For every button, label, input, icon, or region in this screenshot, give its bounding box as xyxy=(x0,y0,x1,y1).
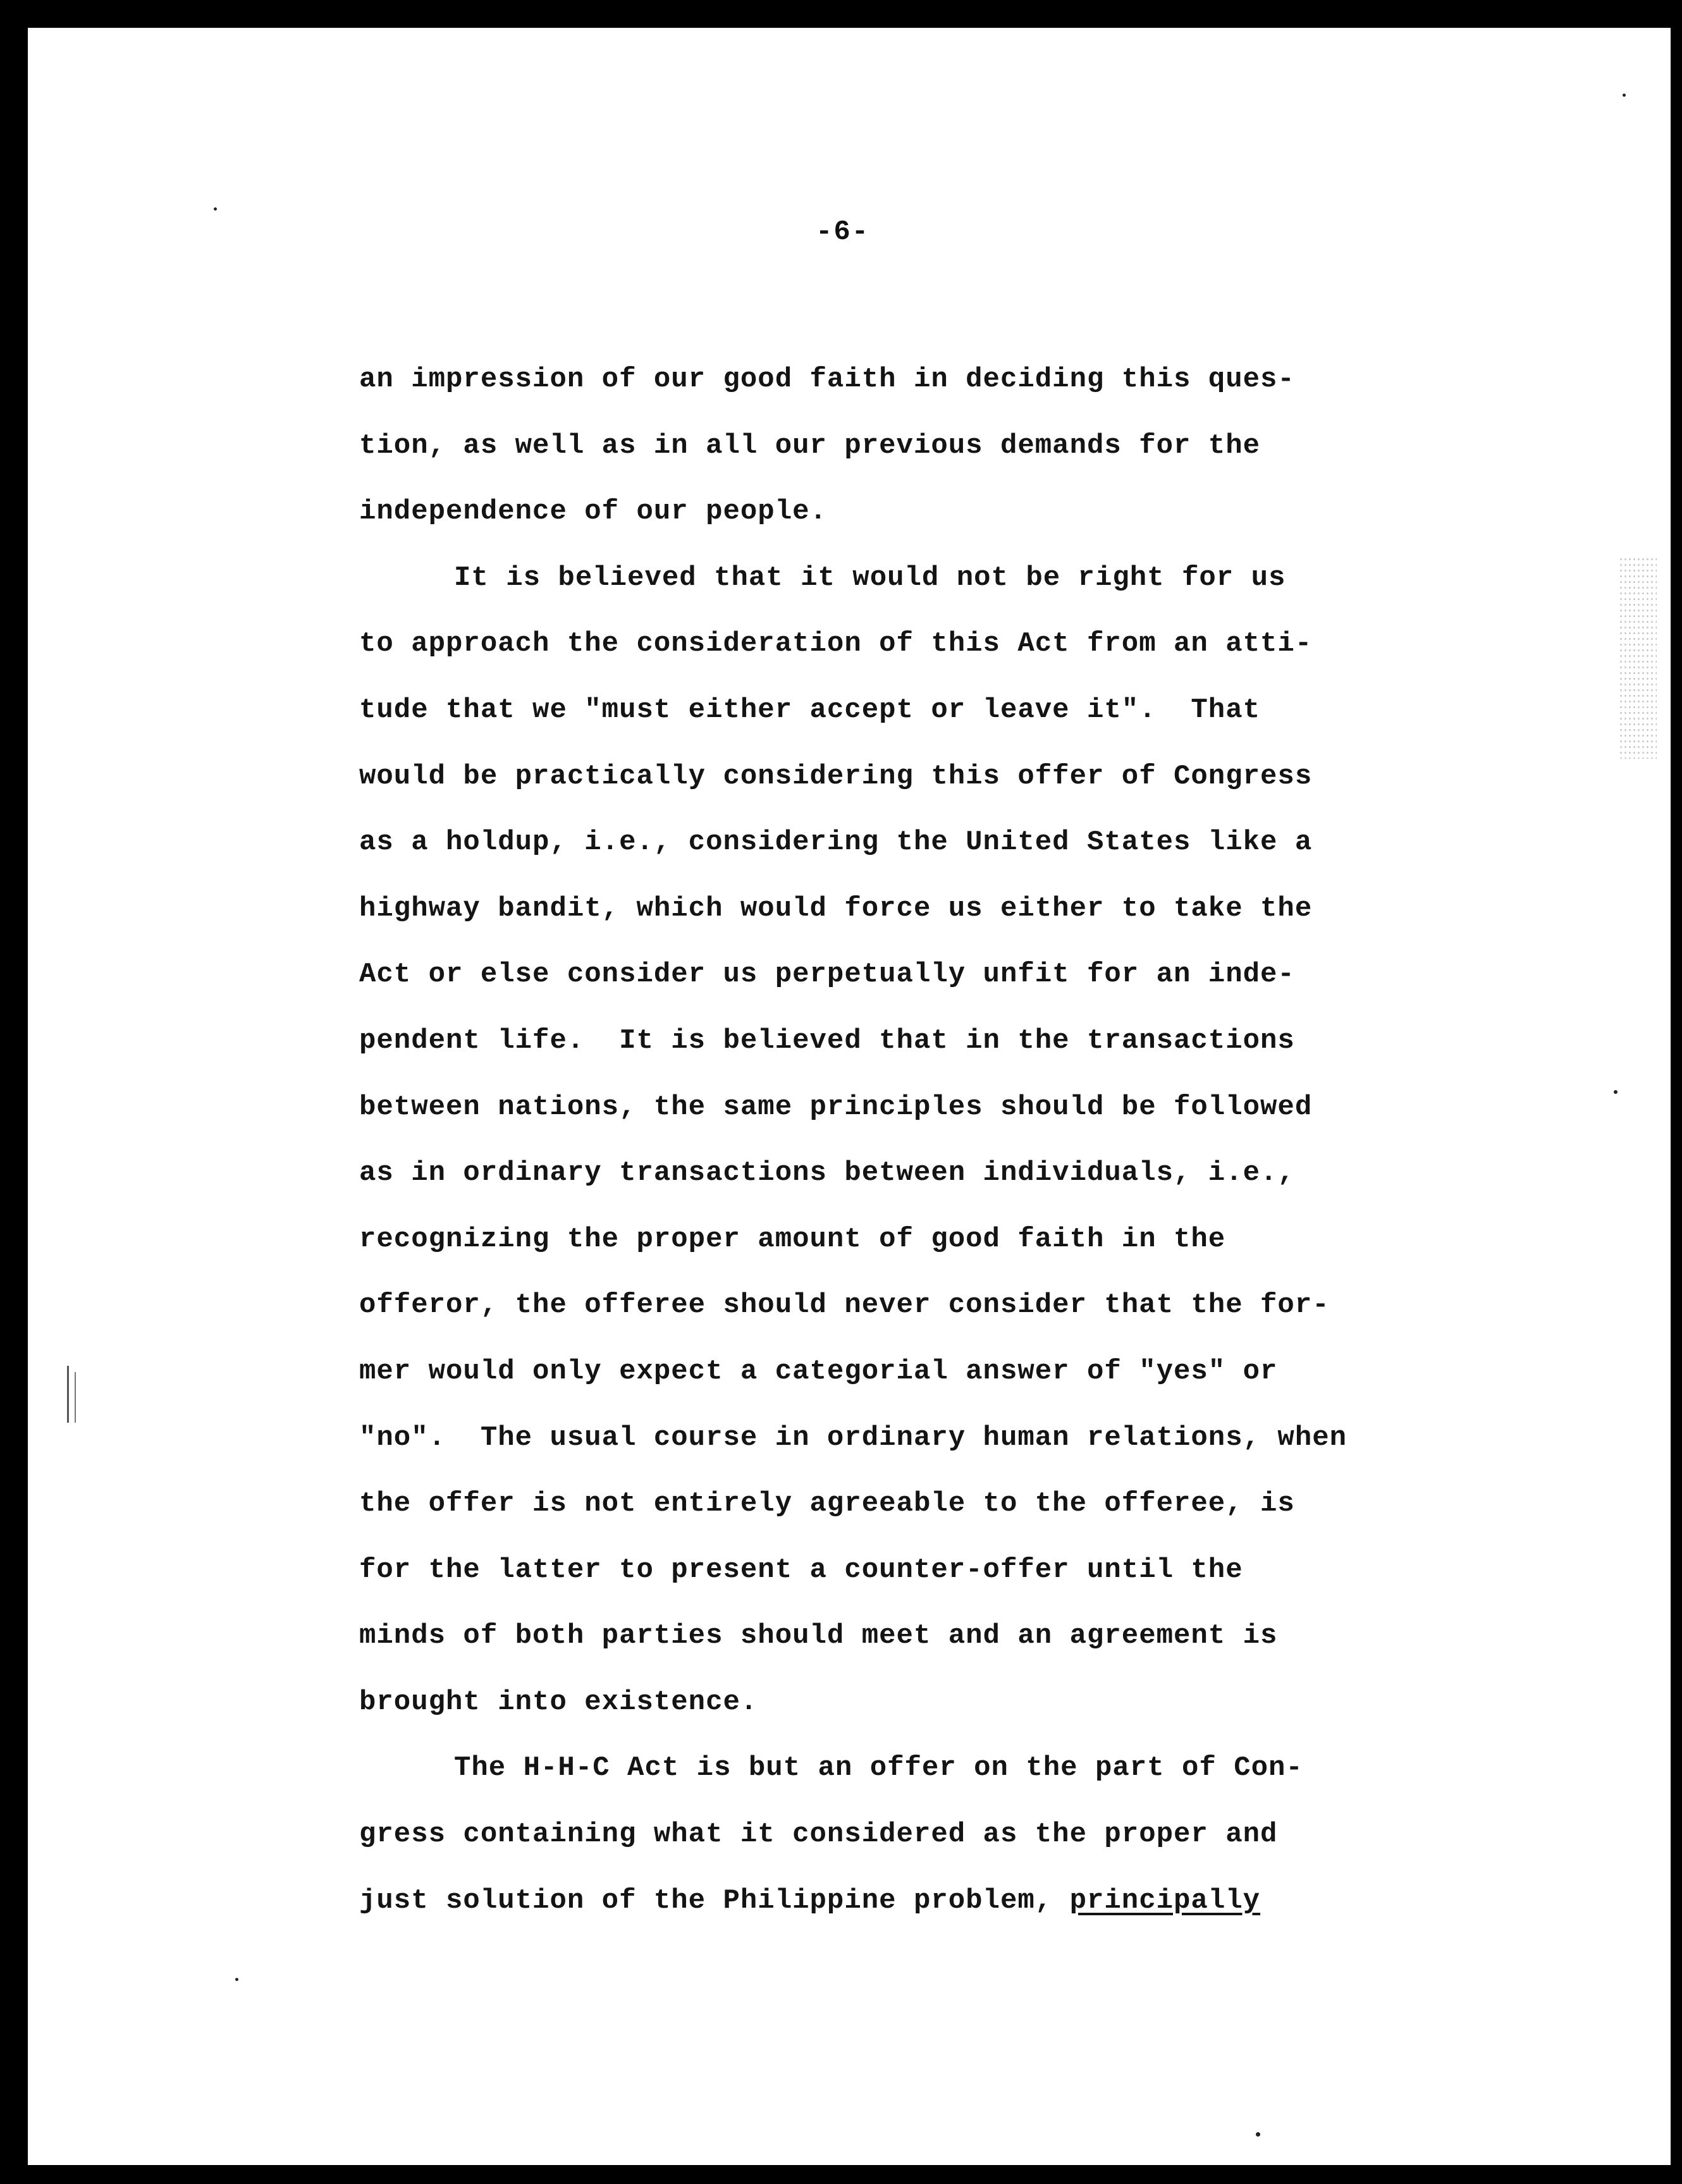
margin-mark xyxy=(75,1372,76,1423)
text-line xyxy=(359,1735,1497,1801)
line-text: tude that we "must either accept or leave it". That xyxy=(359,694,1261,726)
page-number: -6- xyxy=(816,216,870,248)
underlined-word: principally xyxy=(1069,1884,1261,1917)
text-line xyxy=(359,1074,1497,1141)
text-line xyxy=(359,1008,1497,1074)
line-text: as in ordinary transactions between individuals, i.e., xyxy=(359,1157,1295,1189)
line-text: just solution of the Philippine problem, xyxy=(359,1884,1070,1917)
line-text: an impression of our good faith in deciding this ques- xyxy=(359,364,1295,395)
line-text: highway bandit, which would force us either to take the xyxy=(359,892,1313,924)
line-text: to approach the consideration of this Act from an atti- xyxy=(359,628,1313,660)
line-text: would be practically considering this offer of Congress xyxy=(359,760,1313,792)
text-line xyxy=(359,1471,1497,1537)
line-text: gress containing what it considered as the proper and xyxy=(359,1819,1278,1851)
line-text: independence of our people. xyxy=(359,496,827,528)
line-text: offeror, the offeree should never consider that the for- xyxy=(359,1289,1330,1322)
line-text: brought into existence. xyxy=(359,1686,758,1718)
text-line xyxy=(359,1537,1497,1604)
text-line xyxy=(359,677,1497,744)
body-text xyxy=(359,347,1497,1934)
line-text: the offer is not entirely agreeable to the offeree, is xyxy=(359,1488,1295,1520)
text-line xyxy=(359,1405,1497,1471)
scan-border xyxy=(1671,0,1682,2184)
text-line xyxy=(359,413,1497,479)
line-text: "no". The usual course in ordinary human relations, when xyxy=(359,1421,1347,1454)
line-text: tion, as well as in all our previous demands for the xyxy=(359,429,1261,462)
text-line xyxy=(359,1669,1497,1736)
text-line xyxy=(359,1140,1497,1206)
line-text: minds of both parties should meet and an agreement is xyxy=(359,1620,1278,1652)
text-line xyxy=(359,809,1497,876)
text-line xyxy=(359,744,1497,810)
text-line xyxy=(359,545,1497,611)
line-text: Act or else consider us perpetually unfit for an inde- xyxy=(359,959,1295,991)
scan-speck xyxy=(1614,1090,1618,1094)
margin-mark xyxy=(67,1366,69,1423)
line-text: between nations, the same principles should be followed xyxy=(359,1091,1313,1123)
scan-speck xyxy=(235,1978,238,1981)
line-text: mer would only expect a categorial answer of "yes" or xyxy=(359,1355,1278,1387)
text-line xyxy=(359,942,1497,1008)
scan-speck xyxy=(1256,2132,1260,2137)
line-text: The H-H-C Act is but an offer on the part of Con- xyxy=(454,1752,1303,1784)
text-line xyxy=(359,1801,1497,1868)
text-line xyxy=(359,876,1497,942)
scan-noise xyxy=(1619,556,1657,759)
line-text: pendent life. It is believed that in the transactions xyxy=(359,1024,1295,1057)
text-line xyxy=(359,1206,1497,1273)
text-line xyxy=(359,347,1497,413)
text-line xyxy=(359,611,1497,677)
line-text: as a holdup, i.e., considering the United States like a xyxy=(359,826,1313,859)
scan-speck xyxy=(214,207,217,211)
line-text: for the latter to present a counter-offer until the xyxy=(359,1554,1243,1586)
text-line xyxy=(359,1868,1497,1934)
text-line xyxy=(359,1603,1497,1669)
text-line xyxy=(359,479,1497,545)
text-line xyxy=(359,1272,1497,1339)
line-text: It is believed that it would not be right for us xyxy=(454,561,1286,594)
text-line xyxy=(359,1339,1497,1405)
line-text: recognizing the proper amount of good faith in the xyxy=(359,1223,1226,1255)
scan-speck xyxy=(1623,94,1626,97)
